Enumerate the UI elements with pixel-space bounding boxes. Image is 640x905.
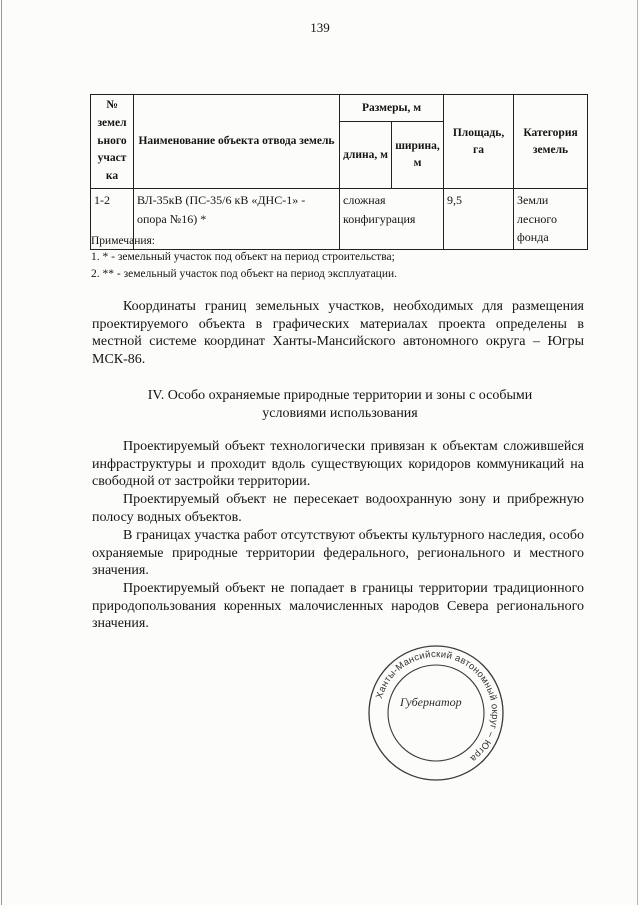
notes-title: Примечания: (91, 235, 155, 247)
header-area: Площадь, га (444, 95, 514, 189)
note-item: 1. * - земельный участок под объект на период строительства; (91, 251, 395, 264)
header-object-name: Наименование объекта отвода земель (134, 95, 340, 189)
scan-edge-right (637, 0, 638, 905)
body-paragraph: Проектируемый объект технологически привязан к объектам сложившейся инфраструктуры и проходит вдоль существующих коридоров коммуникаций на свободной от застройки территории. (92, 439, 584, 489)
stamp-title: Губернатор (400, 695, 462, 709)
cell-object-name: ВЛ-35кВ (ПС-35/6 кВ «ДНС-1» - опора №16) * (134, 189, 340, 250)
land-plots-table (90, 94, 588, 250)
header-length: длина, м (340, 121, 392, 188)
header-category: Категория земель (514, 95, 588, 189)
body-paragraph: Проектируемый объект не пересекает водоохранную зону и прибрежную полосу водных объектов. (92, 492, 584, 525)
stamp-ring-text: Ханты-Мансийский автономный округ – Югра (374, 648, 501, 764)
body-paragraph: В границах участка работ отсутствуют объекты культурного наследия, особо охраняемые природные территории федерального, регионального и местного значения. (92, 528, 584, 578)
body-paragraph: Проектируемый объект не попадает в границы территории традиционного природопользования коренных малочисленных народов Севера регионального значения. (92, 581, 584, 631)
cell-category: Земли лесного фонда (514, 189, 588, 250)
cell-area: 9,5 (444, 189, 514, 250)
page-number: 139 (310, 20, 330, 35)
header-width: ширина, м (392, 121, 444, 188)
coordinates-paragraph: Координаты границ земельных участков, необходимых для размещения проектируемого объекта в графических материалах проекта определены в местной системе координат Ханты-Мансийского автономного округа – Югры МСК-86. (92, 299, 584, 367)
table-notes (91, 233, 397, 282)
section-title: IV. Особо охраняемые природные территории и зоны с особыми условиями использования (147, 388, 533, 421)
note-item: 2. ** - земельный участок под объект на период эксплуатации. (91, 267, 398, 280)
scan-edge-left (1, 0, 2, 905)
cell-dimensions: сложная конфигурация (340, 189, 444, 250)
governor-stamp (366, 643, 506, 783)
header-dimensions: Размеры, м (340, 95, 444, 122)
cell-plot-number: 1-2 (91, 189, 134, 250)
table-header-row (91, 95, 588, 122)
header-plot-number: № земел ьного участ ка (91, 95, 134, 189)
